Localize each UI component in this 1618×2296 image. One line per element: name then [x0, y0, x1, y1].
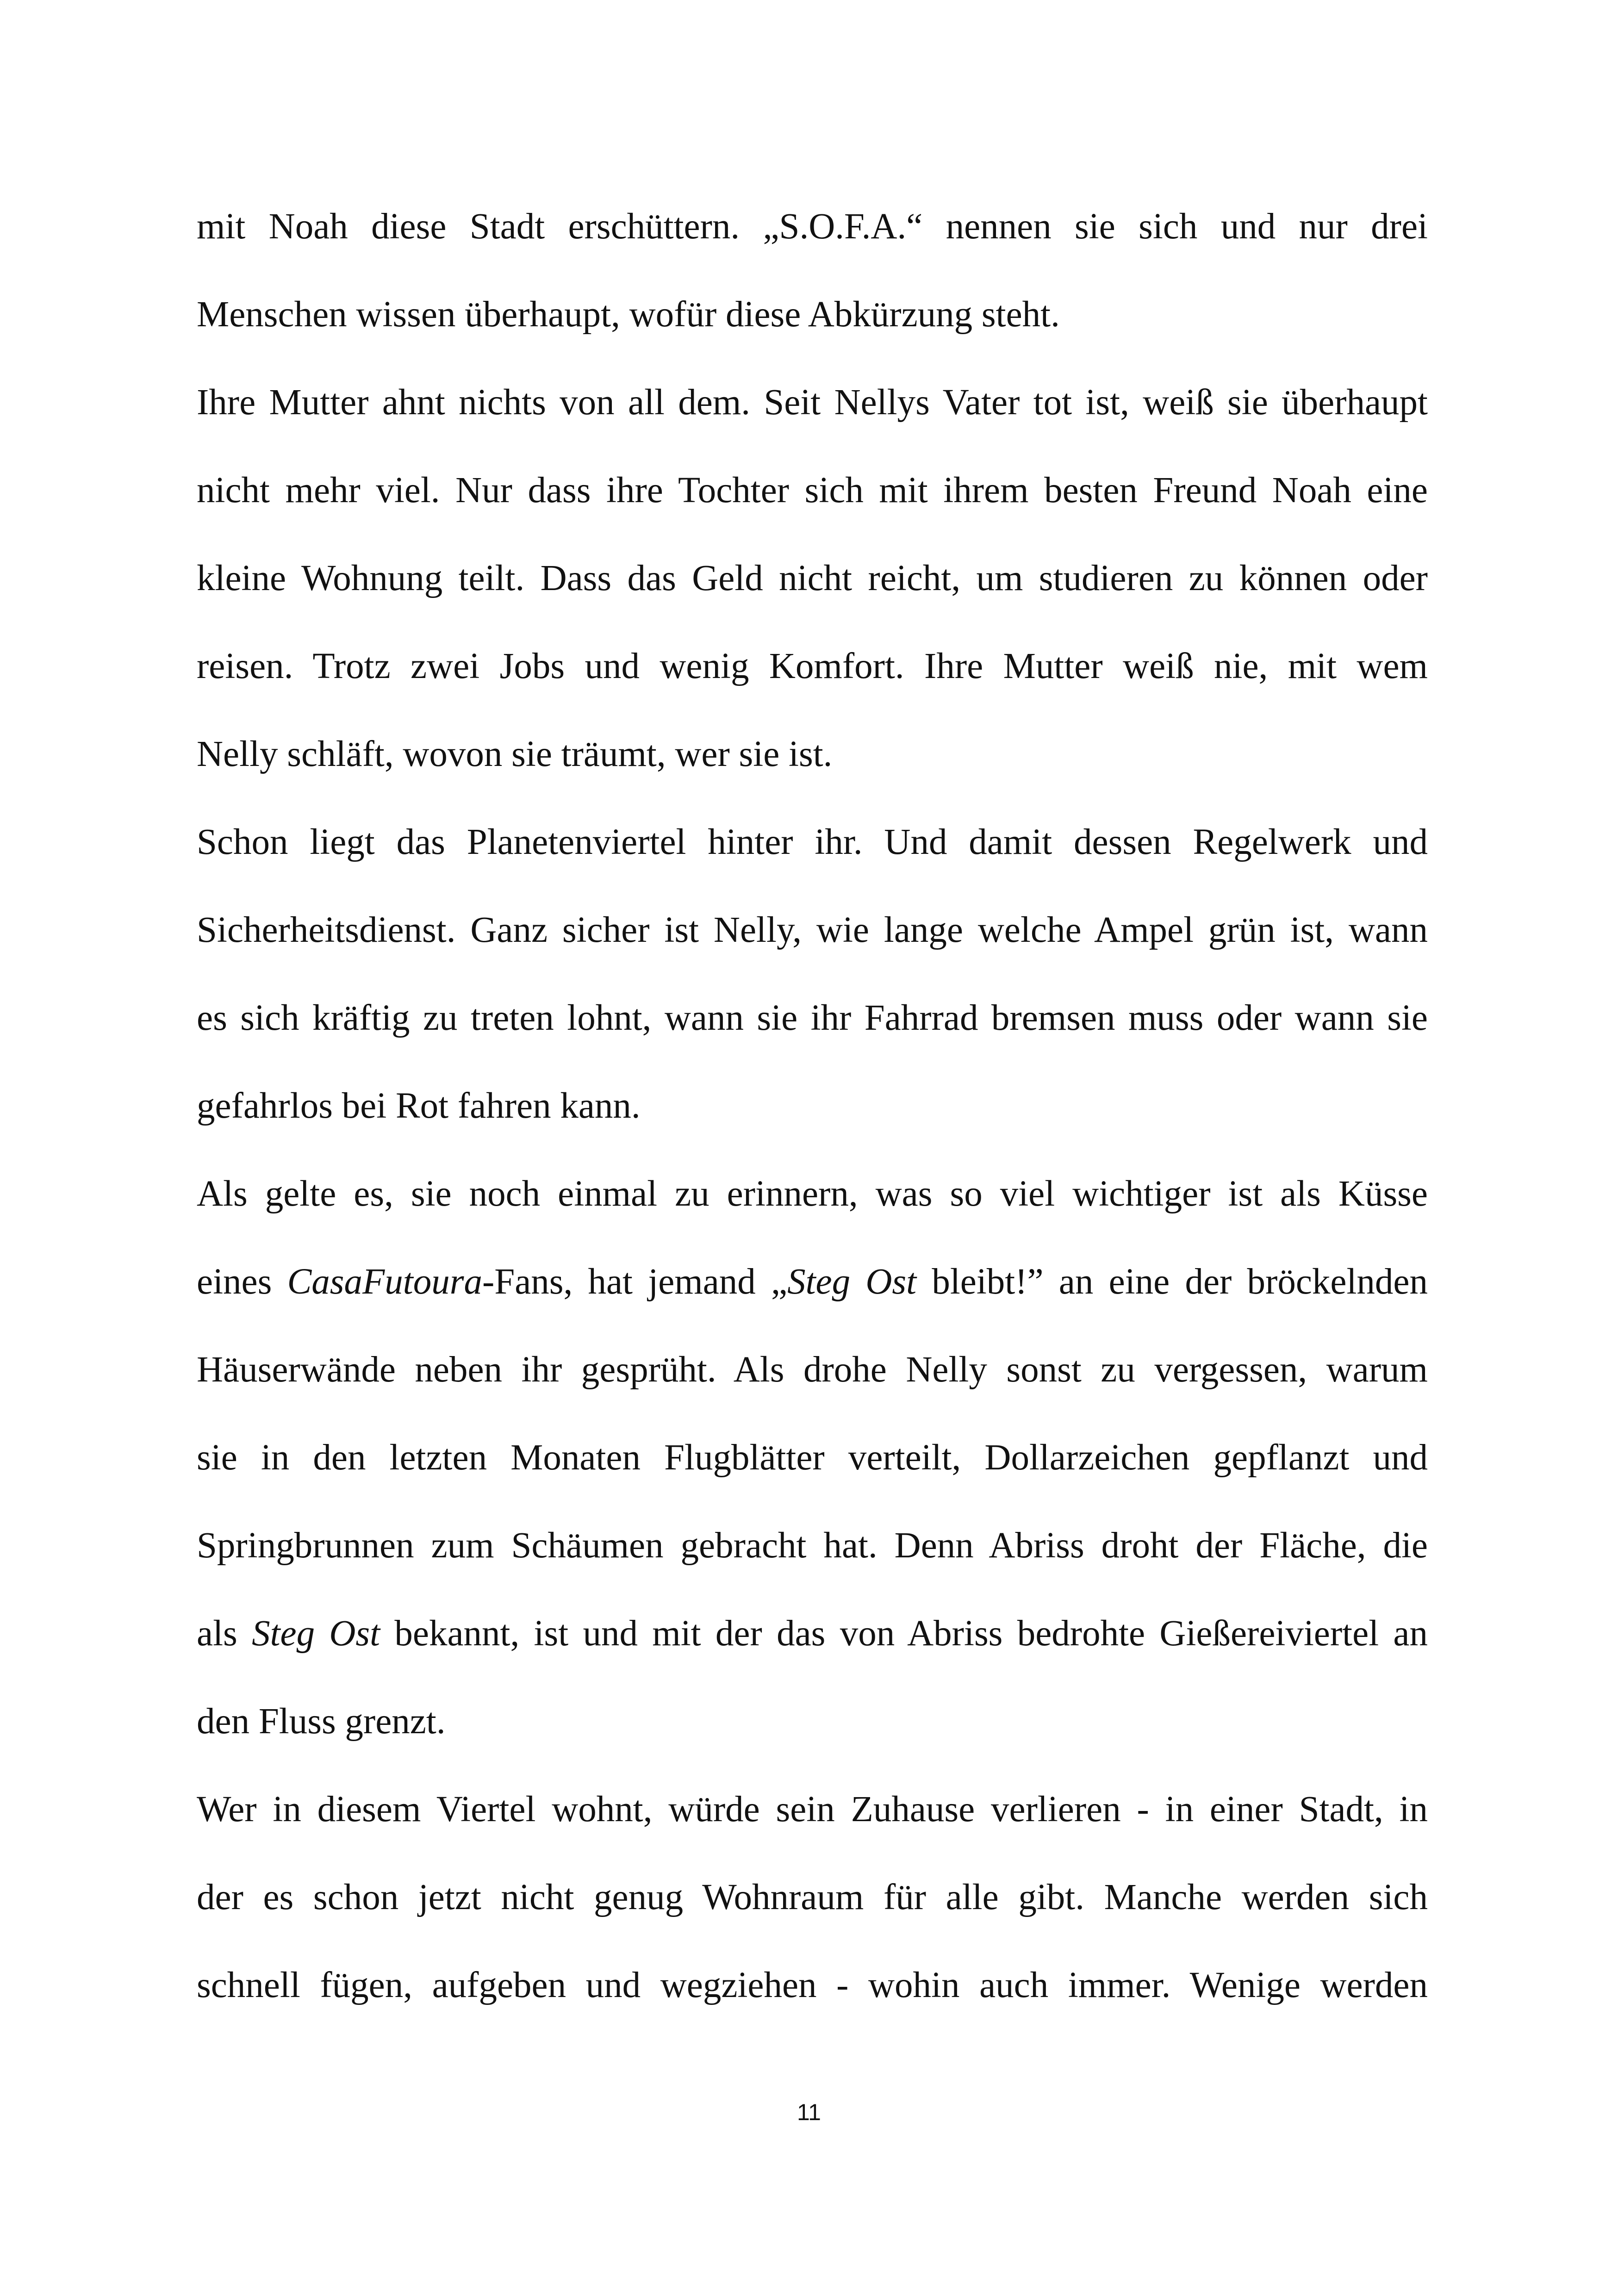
text-run: eines	[197, 1262, 287, 1302]
text-line: Häuserwände neben ihr gesprüht. Als drohe Nelly sonst zu vergessen, warum	[197, 1350, 1428, 1390]
text-line: Schon liegt das Planetenviertel hinter ihr. Und damit dessen Regelwerk und	[197, 822, 1428, 862]
text-run: -Fans, hat jemand „	[482, 1262, 788, 1302]
text-line: Menschen wissen überhaupt, wofür diese Abkürzung steht.	[197, 294, 1060, 335]
text-line: Wer in diesem Viertel wohnt, würde sein Zuhause verlieren - in einer Stadt, in	[197, 1789, 1428, 1829]
text-run: bekannt, ist und mit der das von Abriss bedrohte Gießereiviertel an	[380, 1613, 1428, 1654]
text-line: es sich kräftig zu treten lohnt, wann sie ihr Fahrrad bremsen muss oder wann sie	[197, 998, 1428, 1038]
text-line: gefahrlos bei Rot fahren kann.	[197, 1086, 641, 1126]
text-line: Ihre Mutter ahnt nichts von all dem. Seit Nellys Vater tot ist, weiß sie überhaupt	[197, 382, 1428, 423]
text-run: als	[197, 1613, 252, 1654]
text-line: Als gelte es, sie noch einmal zu erinnern, was so viel wichtiger ist als Küsse	[197, 1174, 1428, 1214]
page-number: 11	[797, 2099, 821, 2125]
italic-text-run: Steg Ost	[787, 1262, 917, 1302]
text-line: sie in den letzten Monaten Flugblätter verteilt, Dollarzeichen gepflanzt und	[197, 1437, 1428, 1478]
text-line: den Fluss grenzt.	[197, 1701, 446, 1742]
text-line: mit Noah diese Stadt erschüttern. „S.O.F.A.“ nennen sie sich und nur drei	[197, 206, 1428, 247]
text-line: Sicherheitsdienst. Ganz sicher ist Nelly, wie lange welche Ampel grün ist, wann	[197, 910, 1428, 950]
text-line: reisen. Trotz zwei Jobs und wenig Komfort. Ihre Mutter weiß nie, mit wem	[197, 646, 1428, 686]
italic-text-run: Steg Ost	[252, 1613, 380, 1654]
text-run: bleibt!” an eine der bröckelnden	[916, 1262, 1428, 1302]
text-line: schnell fügen, aufgeben und wegziehen - wohin auch immer. Wenige werden	[197, 1965, 1428, 2005]
italic-text-run: CasaFutoura	[287, 1262, 482, 1302]
text-line: Springbrunnen zum Schäumen gebracht hat. Denn Abriss droht der Fläche, die	[197, 1525, 1428, 1566]
text-line-mixed	[197, 1238, 1428, 1326]
text-line-mixed	[197, 1590, 1428, 1678]
text-line: nicht mehr viel. Nur dass ihre Tochter sich mit ihrem besten Freund Noah eine	[197, 470, 1428, 510]
text-line: der es schon jetzt nicht genug Wohnraum für alle gibt. Manche werden sich	[197, 1877, 1428, 1917]
text-line: Nelly schläft, wovon sie träumt, wer sie ist.	[197, 734, 833, 774]
body-text	[197, 183, 1428, 2029]
text-line: kleine Wohnung teilt. Dass das Geld nicht reicht, um studieren zu können oder	[197, 558, 1428, 598]
